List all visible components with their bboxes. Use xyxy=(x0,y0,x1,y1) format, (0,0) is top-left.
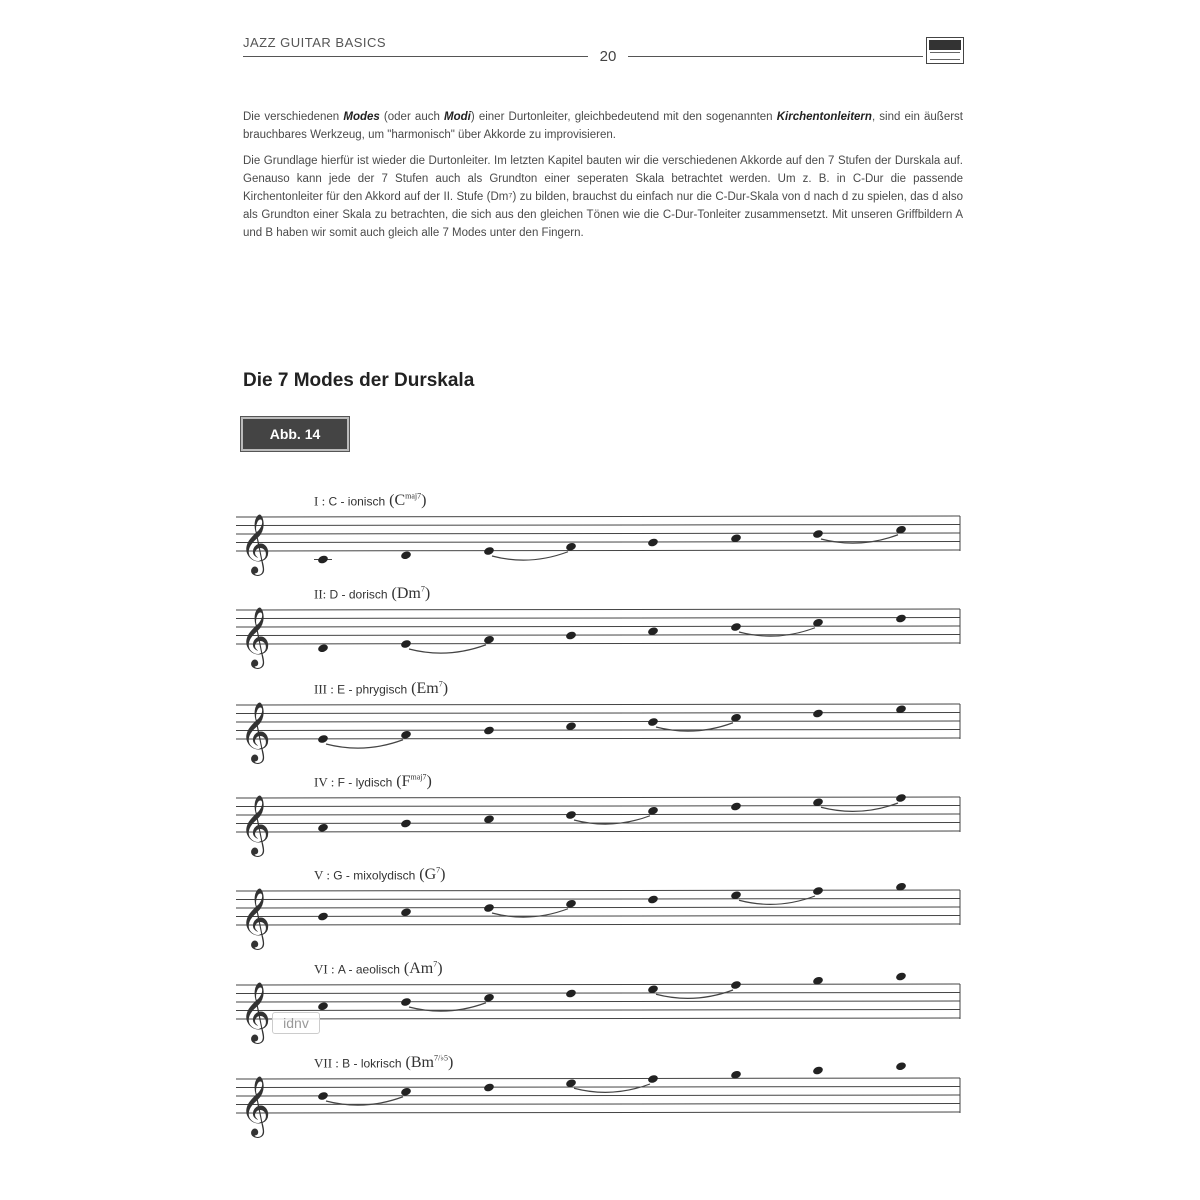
note-head xyxy=(317,1001,329,1011)
staff-line xyxy=(236,993,960,994)
mode-name: A - aeolisch xyxy=(337,962,400,977)
intro-paragraph-1: Die verschiedenen Modes (oder auch Modi) einer Durtonleiter, gleichbedeutend mit den sogenannten Kirchentonleitern, sind ein äußerst brauchbares Werkzeug, um "harmonisch" über Akkorde zu improvisieren. xyxy=(243,111,964,141)
watermark: idnv xyxy=(272,1012,320,1034)
page-number: 20 xyxy=(599,48,617,65)
note-head xyxy=(565,630,577,640)
staff-line xyxy=(236,730,960,731)
header-rule-right xyxy=(628,56,923,57)
note-head xyxy=(483,546,495,556)
note-head xyxy=(483,1082,495,1092)
semitone-slur xyxy=(656,990,733,998)
note-head xyxy=(317,823,329,833)
mode-numeral: III : xyxy=(314,681,334,697)
mode-name: C - ionisch xyxy=(328,494,386,509)
mode-numeral: I : xyxy=(314,493,326,509)
staff-line xyxy=(236,635,960,636)
mode-numeral: IV : xyxy=(314,774,335,790)
treble-clef-icon: 𝄞 xyxy=(240,888,271,948)
staff-line xyxy=(236,609,960,610)
note-head xyxy=(483,725,495,735)
mode-numeral: V : xyxy=(314,867,331,883)
staff-line xyxy=(236,831,960,832)
chord-root: Bm xyxy=(410,1054,434,1072)
staff-line xyxy=(236,984,960,985)
running-head: JAZZ GUITAR BASICS xyxy=(243,35,387,50)
chord-extension: 7 xyxy=(420,585,425,594)
section-heading: Die 7 Modes der Durskala xyxy=(243,370,475,391)
chord-root: Am xyxy=(409,960,434,978)
treble-clef-icon: 𝄞 xyxy=(240,1076,271,1136)
staff-line xyxy=(236,916,960,917)
note-head xyxy=(565,810,577,820)
staff-svg xyxy=(236,960,960,1040)
staff-line xyxy=(236,516,960,517)
note-head xyxy=(400,818,412,828)
treble-clef-icon: 𝄞 xyxy=(240,514,271,574)
note-head xyxy=(895,793,907,803)
note-head xyxy=(647,537,659,547)
semitone-slur xyxy=(409,645,486,653)
note-head xyxy=(895,613,907,623)
chord-extension: maj7 xyxy=(410,773,427,782)
semitone-slur xyxy=(326,740,403,748)
staff-line xyxy=(236,643,960,644)
mode-staff xyxy=(236,1054,964,1144)
note-head xyxy=(812,1065,824,1075)
staff-line xyxy=(236,1010,960,1011)
note-head xyxy=(483,903,495,913)
intro-paragraph-2: Die Grundlage hierfür ist wieder die Durtonleiter. Im letzten Kapitel bauten wir die verschiedenen Akkorde auf den 7 Stufen der Durskala auf. Genauso kann jede der 7 Stufen auch als Grundton einer seperaten Skala betrachtet werden. Um z. B. in C-Dur die passende Kirchentonleiter für den Akkord auf der II. Stufe (Dm⁷) zu bilden, brauchst du einfach nur die C-Dur-Skala von d nach d zu spielen, das d also als Grundton einer Skala zu betrachten, die sich aus den gleichen Tönen wie die C-Dur-Tonleiter zusammensetzt. Mit unseren Griffbildern A und B haben wir somit auch gleich alle 7 Modes unter den Fingern. xyxy=(243,155,963,239)
note-head xyxy=(400,550,412,560)
mode-staff xyxy=(236,773,964,863)
semitone-slur xyxy=(821,803,898,811)
staff-line xyxy=(236,525,960,526)
note-head xyxy=(812,529,824,539)
staff-line xyxy=(236,797,960,798)
staff-line xyxy=(236,907,960,908)
note-head xyxy=(647,1074,659,1084)
staff-line xyxy=(236,924,960,925)
header-rule-left xyxy=(243,56,588,57)
staff-svg xyxy=(236,866,960,946)
chord-extension: 7/♭5 xyxy=(433,1054,448,1063)
staff-line xyxy=(236,533,960,534)
staff-line xyxy=(236,814,960,815)
chord-symbol: (Dm$^7$) xyxy=(387,585,431,603)
note-head xyxy=(647,717,659,727)
chord-root: C xyxy=(394,492,406,510)
mode-staff xyxy=(236,680,964,770)
chord-root: G xyxy=(424,866,437,884)
mode-name: E - phrygisch xyxy=(337,682,408,697)
staff-line xyxy=(236,550,960,551)
note-head xyxy=(895,1061,907,1071)
treble-clef-icon: 𝄞 xyxy=(240,982,271,1042)
staff-line xyxy=(236,1018,960,1019)
mode-name: G - mixolydisch xyxy=(333,868,416,883)
mode-staff xyxy=(236,960,964,1050)
mode-staff xyxy=(236,492,964,582)
note-head xyxy=(895,971,907,981)
staff-line xyxy=(236,704,960,705)
staff-svg xyxy=(236,1054,960,1134)
chord-symbol: $(Bm^{7/♭5})$ xyxy=(401,1054,454,1072)
note-head xyxy=(812,886,824,896)
note-head xyxy=(317,911,329,921)
mode-name: B - lokrisch xyxy=(342,1056,402,1071)
semitone-slur xyxy=(739,896,815,904)
staff-line xyxy=(236,626,960,627)
semitone-slur xyxy=(492,552,568,560)
chord-root: Dm xyxy=(396,585,421,603)
chord-symbol: (Em$^7$) xyxy=(407,680,449,698)
chord-symbol: (Am$^7$) xyxy=(399,960,443,978)
staff-line xyxy=(236,1078,960,1079)
note-head xyxy=(647,894,659,904)
note-head xyxy=(317,554,329,564)
staff-line xyxy=(236,1087,960,1088)
term-kirchentonleitern: Kirchentonleitern xyxy=(776,111,872,123)
note-head xyxy=(317,1091,329,1101)
staff-line xyxy=(236,721,960,722)
intro-text xyxy=(243,108,963,250)
mode-numeral: VI : xyxy=(314,961,335,977)
staff-svg xyxy=(236,773,960,853)
chord-extension: 7 xyxy=(438,680,443,689)
note-head xyxy=(317,643,329,653)
note-head xyxy=(730,980,742,990)
chord-root: Em xyxy=(416,680,439,698)
note-head xyxy=(400,997,412,1007)
treble-clef-icon: 𝄞 xyxy=(240,702,271,762)
treble-clef-icon: 𝄞 xyxy=(240,607,271,667)
staff-line xyxy=(236,542,960,543)
term-modes: Modes xyxy=(343,111,380,123)
mode-staff xyxy=(236,585,964,675)
chord-extension: 7 xyxy=(433,960,438,969)
treble-clef-icon: 𝄞 xyxy=(240,795,271,855)
staff-line xyxy=(236,738,960,739)
staff-line xyxy=(236,618,960,619)
chord-symbol: $(G^7)$ xyxy=(415,866,446,884)
chord-extension: 7 xyxy=(436,866,441,875)
figure-label: Abb. 14 xyxy=(241,417,349,451)
chord-extension: maj7 xyxy=(405,492,422,501)
staff-svg xyxy=(236,680,960,760)
staff-svg xyxy=(236,585,960,665)
mode-numeral: VII : xyxy=(314,1055,339,1071)
semitone-slur xyxy=(574,1084,650,1092)
mode-numeral: II: xyxy=(314,586,327,602)
chord-symbol: $(F^{maj7})$ xyxy=(392,773,432,791)
staff-line xyxy=(236,1001,960,1002)
note-head xyxy=(730,801,742,811)
staff-line xyxy=(236,1095,960,1096)
staff-line xyxy=(236,899,960,900)
staff-svg xyxy=(236,492,960,572)
note-head xyxy=(812,708,824,718)
note-head xyxy=(730,622,742,632)
staff-line xyxy=(236,1112,960,1113)
term-modi: Modi xyxy=(444,111,471,123)
chord-symbol: $(C^{maj7})$ xyxy=(385,492,427,510)
staff-line xyxy=(236,713,960,714)
mode-name: F - lydisch xyxy=(337,775,393,790)
staff-line xyxy=(236,806,960,807)
publisher-logo-icon xyxy=(926,37,964,64)
note-head xyxy=(317,734,329,744)
chord-root: F xyxy=(401,773,411,791)
note-head xyxy=(565,988,577,998)
staff-line xyxy=(236,890,960,891)
mode-name: D - dorisch xyxy=(329,587,388,602)
mode-staff xyxy=(236,866,964,956)
note-head xyxy=(400,639,412,649)
